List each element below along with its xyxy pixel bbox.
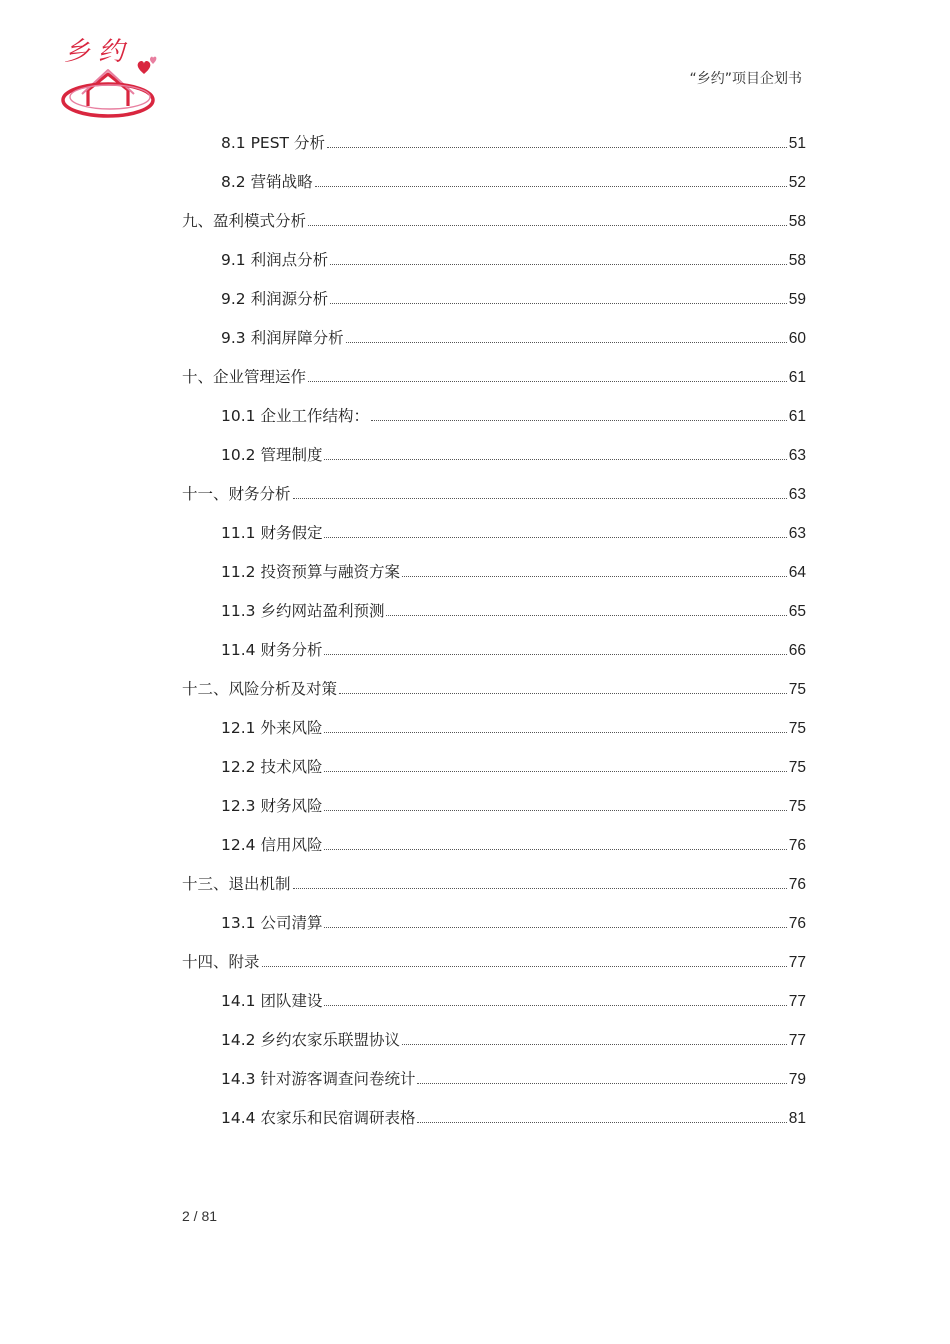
toc-entry-page: 60	[788, 330, 806, 347]
toc-dot-leader	[308, 224, 787, 226]
toc-entry[interactable]	[182, 948, 806, 972]
toc-entry[interactable]	[221, 285, 806, 309]
toc-dot-leader	[339, 692, 787, 694]
toc-entry-label: 12.1 外来风险	[221, 719, 323, 737]
toc-entry-label: 13.1 公司清算	[221, 914, 323, 932]
toc-entry-label: 11.1 财务假定	[221, 524, 323, 542]
toc-entry[interactable]	[221, 402, 806, 426]
toc-dot-leader	[402, 575, 787, 577]
toc-entry[interactable]	[221, 1104, 806, 1128]
toc-entry-label: 14.2 乡约农家乐联盟协议	[221, 1031, 400, 1049]
toc-entry[interactable]	[182, 870, 806, 894]
toc-dot-leader	[262, 965, 787, 967]
toc-dot-leader	[293, 497, 787, 499]
toc-entry-page: 65	[788, 603, 806, 620]
toc-dot-leader	[371, 419, 787, 421]
toc-entry[interactable]	[221, 246, 806, 270]
toc-entry-label: 11.4 财务分析	[221, 641, 323, 659]
toc-entry-label: 11.3 乡约网站盈利预测	[221, 602, 385, 620]
toc-dot-leader	[324, 770, 786, 772]
toc-dot-leader	[417, 1082, 786, 1084]
toc-dot-leader	[324, 809, 786, 811]
toc-entry-page: 75	[788, 720, 806, 737]
toc-dot-leader	[324, 731, 786, 733]
toc-entry-page: 61	[788, 408, 806, 425]
toc-entry-label: 十二、风险分析及对策	[182, 680, 338, 698]
toc-entry[interactable]	[182, 207, 806, 231]
toc-entry[interactable]	[221, 636, 806, 660]
toc-entry-page: 59	[788, 291, 806, 308]
toc-entry-page: 58	[788, 213, 806, 230]
toc-entry-label: 9.1 利润点分析	[221, 251, 329, 269]
toc-entry-page: 77	[788, 1032, 806, 1049]
toc-entry-label: 九、盈利模式分析	[182, 212, 307, 230]
page-number: 2 / 81	[182, 1208, 218, 1224]
toc-entry[interactable]	[221, 987, 806, 1011]
toc-entry-page: 51	[788, 135, 806, 152]
toc-dot-leader	[402, 1043, 787, 1045]
logo-swoosh-inner-icon	[70, 85, 150, 109]
toc-entry[interactable]	[221, 129, 806, 153]
toc-entry-page: 52	[788, 174, 806, 191]
toc-entry-label: 12.4 信用风险	[221, 836, 323, 854]
toc-entry-page: 75	[788, 759, 806, 776]
toc-entry-label: 十四、附录	[182, 953, 260, 971]
toc-entry-label: 14.1 团队建设	[221, 992, 323, 1010]
toc-entry[interactable]	[221, 792, 806, 816]
xiangyue-logo	[58, 34, 162, 120]
toc-entry[interactable]	[221, 168, 806, 192]
toc-dot-leader	[346, 341, 787, 343]
toc-dot-leader	[324, 1004, 786, 1006]
toc-entry[interactable]	[221, 597, 806, 621]
toc-entry[interactable]	[221, 831, 806, 855]
toc-entry-page: 58	[788, 252, 806, 269]
toc-dot-leader	[330, 302, 787, 304]
toc-entry[interactable]	[221, 324, 806, 348]
toc-entry-page: 61	[788, 369, 806, 386]
toc-dot-leader	[293, 887, 787, 889]
toc-entry-page: 66	[788, 642, 806, 659]
toc-dot-leader	[386, 614, 786, 616]
toc-entry[interactable]	[221, 1065, 806, 1089]
toc-entry-page: 79	[788, 1071, 806, 1088]
toc-entry-label: 9.2 利润源分析	[221, 290, 329, 308]
toc-entry-page: 76	[788, 837, 806, 854]
toc-entry-label: 10.1 企业工作结构：	[221, 407, 369, 425]
toc-entry[interactable]	[221, 519, 806, 543]
toc-dot-leader	[324, 848, 786, 850]
toc-entry-page: 77	[788, 954, 806, 971]
toc-dot-leader	[417, 1121, 786, 1123]
toc-entry[interactable]	[221, 1026, 806, 1050]
toc-entry-label: 14.4 农家乐和民宿调研表格	[221, 1109, 416, 1127]
toc-dot-leader	[327, 146, 787, 148]
toc-entry-label: 11.2 投资预算与融资方案	[221, 563, 400, 581]
toc-entry-page: 63	[788, 486, 806, 503]
toc-entry-page: 64	[788, 564, 806, 581]
toc-dot-leader	[324, 536, 786, 538]
toc-dot-leader	[308, 380, 787, 382]
toc-entry-page: 77	[788, 993, 806, 1010]
toc-entry[interactable]	[182, 480, 806, 504]
toc-entry[interactable]	[221, 558, 806, 582]
toc-entry[interactable]	[182, 363, 806, 387]
logo-text: 乡 约	[64, 37, 125, 67]
toc-entry-label: 14.3 针对游客调查问卷统计	[221, 1070, 416, 1088]
toc-entry-page: 76	[788, 915, 806, 932]
toc-entry[interactable]	[221, 909, 806, 933]
document-header-title: “乡约”项目企划书	[689, 71, 802, 87]
toc-entry-label: 十一、财务分析	[182, 485, 291, 503]
toc-dot-leader	[315, 185, 787, 187]
toc-entry-label: 十、企业管理运作	[182, 368, 307, 386]
toc-entry-page: 63	[788, 525, 806, 542]
toc-entry-label: 8.2 营销战略	[221, 173, 313, 191]
toc-dot-leader	[330, 263, 787, 265]
toc-dot-leader	[324, 458, 786, 460]
toc-entry-page: 81	[788, 1110, 806, 1127]
toc-entry-label: 12.2 技术风险	[221, 758, 323, 776]
toc-entry-page: 76	[788, 876, 806, 893]
toc-entry[interactable]	[182, 675, 806, 699]
toc-entry-page: 75	[788, 681, 806, 698]
toc-entry-label: 10.2 管理制度	[221, 446, 323, 464]
toc-entry[interactable]	[221, 714, 806, 738]
toc-dot-leader	[324, 653, 786, 655]
toc-entry-page: 75	[788, 798, 806, 815]
toc-entry-label: 十三、退出机制	[182, 875, 291, 893]
logo-heart-large	[138, 61, 151, 74]
toc-dot-leader	[324, 926, 786, 928]
toc-entry-label: 12.3 财务风险	[221, 797, 323, 815]
toc-entry-page: 63	[788, 447, 806, 464]
toc-entry-label: 9.3 利润屏障分析	[221, 329, 344, 347]
toc-entry[interactable]	[221, 753, 806, 777]
toc-entry[interactable]	[221, 441, 806, 465]
toc-entry-label: 8.1 PEST 分析	[221, 134, 325, 152]
logo-heart-small	[150, 57, 156, 64]
logo-house-icon	[88, 74, 128, 106]
